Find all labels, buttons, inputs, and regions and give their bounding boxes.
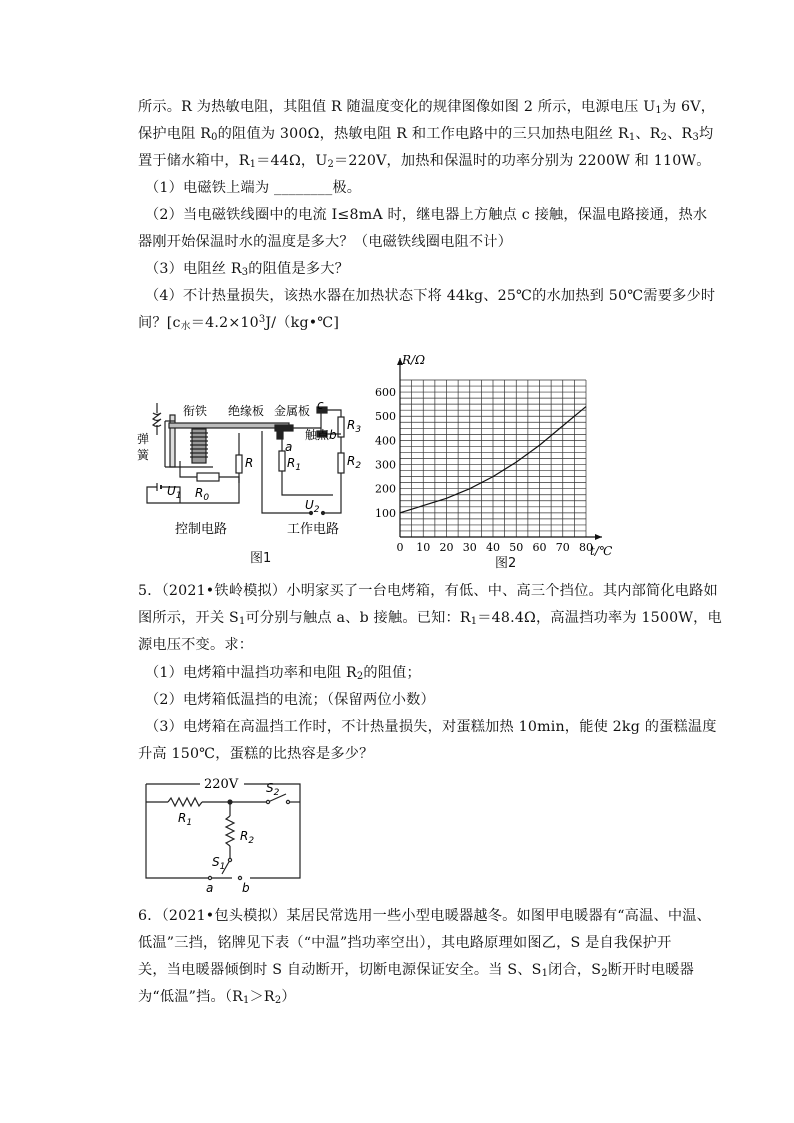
label-b: b	[242, 881, 250, 895]
q5-line-2: 图所示，开关 $S_1$可分别与触点 a、b 接触。已知：$R_1=48.4\Omega$，高温挡功率为 1500W，电	[138, 610, 722, 627]
x-axis-label: t/℃	[590, 544, 613, 558]
y-tick-label: 100	[375, 506, 396, 520]
label-control-circuit: 控制电路	[175, 522, 228, 537]
q5-sub-3a: （3）电烤箱在高温挡工作时，不计热量损失，对蛋糕加热 10min，能使 2kg 的蛋糕温度	[145, 719, 717, 735]
q4-line-3: 置于储水箱中，$R_1=44\Omega$，$U_2=220V$，加热和保温时的功率分别为 2200W 和 110W。	[138, 153, 711, 170]
x-axis-arrow	[595, 534, 602, 540]
q4-sub-2a: （2）当电磁铁线圈中的电流 I≤8mA 时，继电器上方触点 c 接触，保温电路接通，热水	[145, 207, 708, 223]
y-tick-label: 500	[375, 410, 396, 424]
y-tick-label: 300	[375, 458, 396, 472]
q4-line-2: 保护电阻 $R_0$的阻值为 300Ω，热敏电阻 R 和工作电路中的三只加热电阻丝 $R_1$、$R_2$、$R_3$均	[138, 126, 714, 143]
q5-line-1: 5．（2021•铁岭模拟）小明家买了一台电烤箱，有低、中、高三个挡位。其内部简化电路如	[138, 583, 718, 599]
q5-line-3: 源电压不变。求：	[138, 637, 254, 653]
figure-1-caption: 图1	[250, 551, 272, 566]
label-r2: $R_2$	[240, 829, 255, 846]
label-a: a	[206, 881, 214, 895]
label-r2: $R_2$	[347, 454, 362, 471]
x-tick-label: 0	[396, 541, 404, 554]
x-tick-label: 30	[462, 541, 477, 554]
label-c: c	[317, 398, 324, 412]
x-tick-label: 60	[532, 541, 547, 554]
figure-1-relay-circuit	[135, 395, 375, 540]
figure-2-chart	[370, 350, 620, 558]
q4-sub-4b: 间？[$c_水=4.2\times 10^3J/(kg•℃]$	[138, 314, 340, 332]
x-tick-label: 80	[579, 541, 593, 554]
label-contact: 触点	[305, 428, 330, 442]
x-tick-label: 10	[416, 541, 431, 554]
label-r1: $R_1$	[178, 811, 193, 828]
figure-3-oven-circuit	[140, 770, 310, 895]
label-spring-2: 簧	[137, 448, 150, 462]
label-metal-plate: 金属板	[274, 404, 311, 418]
y-tick-label: 400	[375, 434, 396, 448]
label-r3: $R_3$	[347, 418, 362, 435]
label-s1: $S_1$	[212, 855, 226, 872]
label-u1: $U_1$	[167, 484, 182, 501]
y-axis-label: R/Ω	[402, 353, 426, 367]
label-spring-1: 弹	[137, 432, 150, 446]
q5-sub-2: （2）电烤箱低温挡的电流；（保留两位小数）	[145, 692, 435, 708]
q6-line-3: 关，当电暖器倾倒时 S 自动断开，切断电源保证安全。当 S、$S_1$闭合，$S_2$断开时电暖器	[138, 962, 695, 979]
q4-sub-3: （3）电阻丝 $R_3$的阻值是多大？	[145, 261, 349, 278]
label-work-circuit: 工作电路	[287, 522, 340, 537]
label-armature: 衔铁	[183, 404, 208, 418]
q4-sub-4a: （4）不计热量损失，该热水器在加热状态下将 44kg、25℃的水加热到 50℃需要多少时	[145, 288, 716, 304]
label-insulator: 绝缘板	[228, 404, 265, 418]
label-a: a	[285, 440, 293, 454]
label-u2: $U_2$	[305, 498, 320, 515]
q5-sub-1: （1）电烤箱中温挡功率和电阻 $R_2$的阻值；	[145, 665, 421, 682]
y-tick-label: 600	[375, 386, 396, 400]
q6-line-4: 为“低温”挡。$(R_1>R_2)$	[138, 989, 296, 1006]
x-tick-label: 20	[439, 541, 454, 554]
label-r: R	[245, 456, 254, 470]
q4-sub-2b: 器刚开始保温时水的温度是多大？（电磁铁线圈电阻不计）	[138, 234, 513, 250]
x-tick-label: 40	[486, 541, 500, 554]
label-r1: $R_1$	[287, 456, 302, 473]
label-220v: 220V	[204, 777, 239, 792]
figure-2-caption: 图2	[495, 556, 517, 571]
x-tick-label: 70	[555, 541, 570, 554]
label-s2: $S_2$	[266, 781, 280, 798]
y-tick-label: 200	[375, 482, 396, 496]
q5-sub-3b: 升高 150℃，蛋糕的比热容是多少？	[138, 746, 374, 762]
q4-line-1: 所示。R 为热敏电阻，其阻值 R 随温度变化的规律图像如图 2 所示，电源电压 $U_1$为 6V，	[138, 99, 716, 116]
x-tick-label: 50	[509, 541, 524, 554]
label-b: b	[329, 428, 337, 442]
q6-line-1: 6．（2021•包头模拟）某居民常选用一些小型电暖器越冬。如图甲电暖器有“高温、中温、	[138, 908, 712, 924]
label-r0: $R_0$	[195, 486, 210, 503]
q6-line-2: 低温”三挡，铭牌见下表（“中温”挡功率空出），其电路原理如图乙，S 是自我保护开	[138, 935, 672, 951]
q4-sub-1: （1）电磁铁上端为 ________极。	[145, 180, 362, 196]
